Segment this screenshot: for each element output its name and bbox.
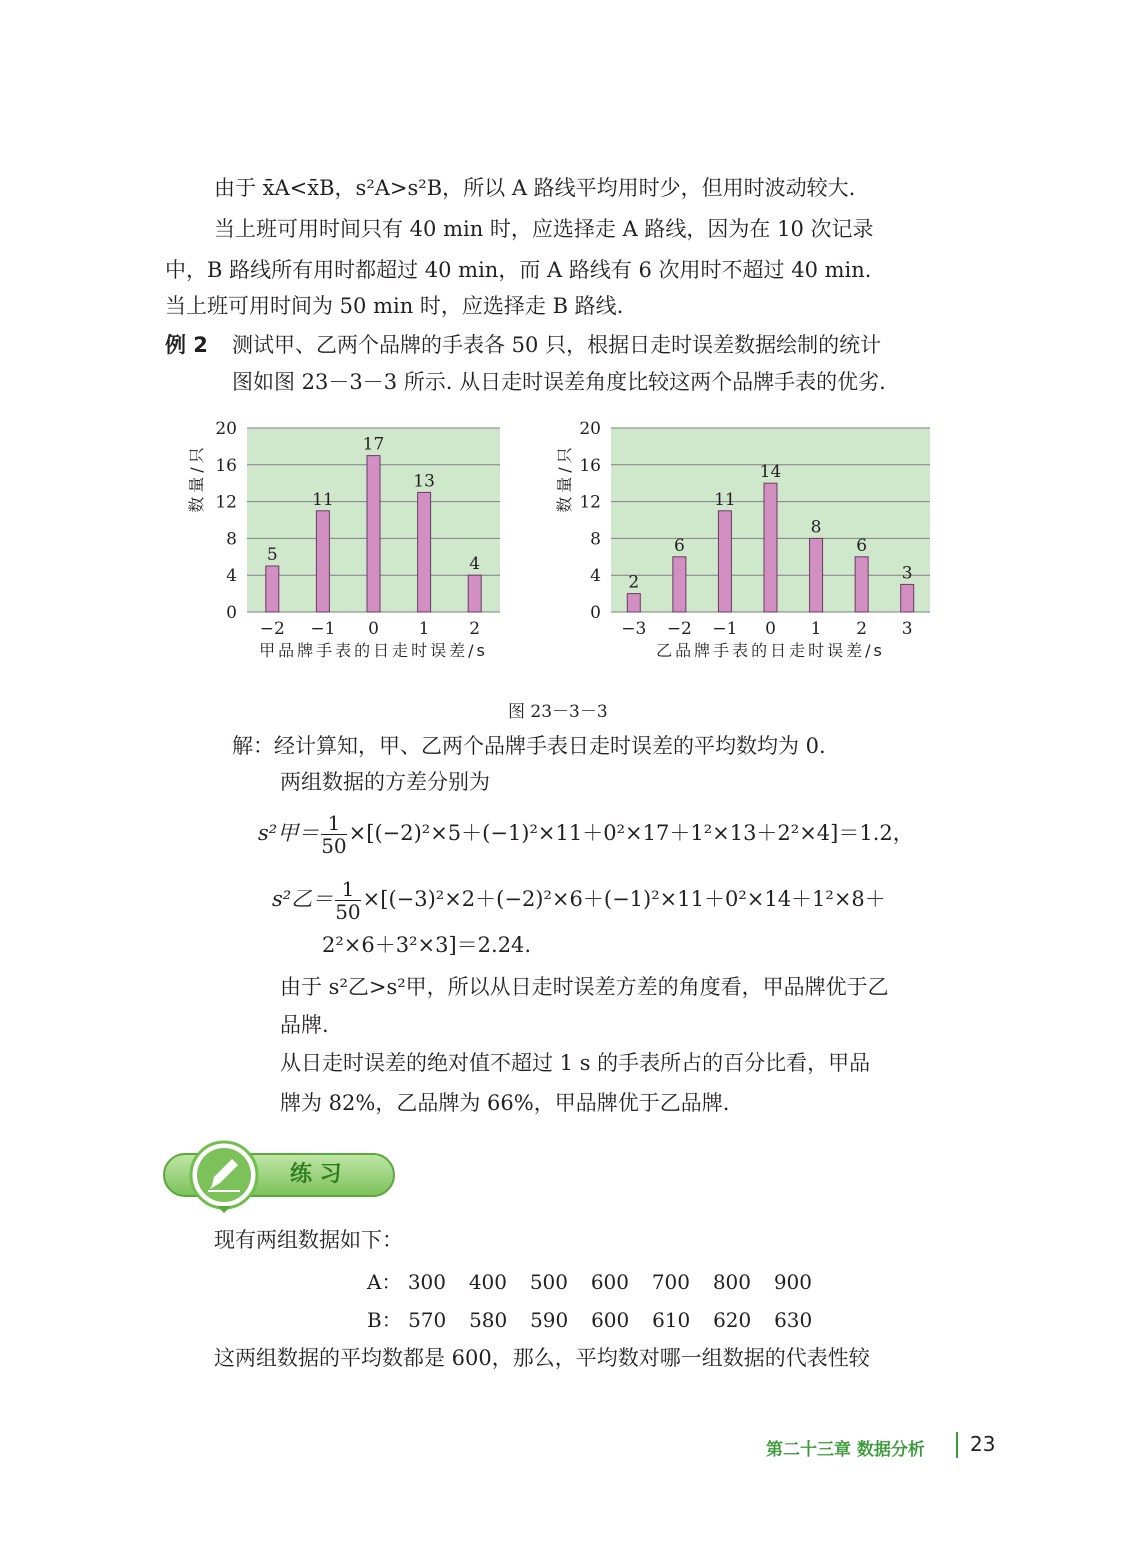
data-label: 6 [673,535,685,556]
bar [316,511,329,612]
fraction-numerator: 1 [321,812,346,835]
x-tick-label: 3 [901,619,913,639]
solution-variance-heading: 两组数据的方差分别为 [280,770,490,794]
data-row-b [367,1304,835,1333]
example-text-cont: 图如图 23－3－3 所示. 从日走时误差角度比较这两个品牌手表的优劣. [232,370,886,394]
paragraph-route-a: 当上班可用时间只有 40 min 时，应选择走 A 路线，因为在 10 次记录 [214,217,874,241]
fraction-denominator: 50 [321,834,347,858]
row-b-value: 600 [591,1308,630,1332]
row-label: A： [367,1270,402,1294]
row-a-value: 300 [407,1270,446,1294]
formula-rhs: ×[(−2)²×5＋(−1)²×11＋0²×17＋1²×13＋2²×4]＝1.2， [348,821,914,845]
paragraph-route-a-cont: 中，B 路线所有用时都超过 40 min，而 A 路线有 6 次用时不超过 40 min. [165,258,872,282]
row-b-value: 630 [774,1308,813,1332]
x-tick-label: 2 [856,619,868,639]
row-b-value: 610 [652,1308,691,1332]
data-label: 2 [628,572,640,593]
example-label: 例 2 [165,333,208,357]
data-label: 14 [759,462,782,483]
paragraph-route-b: 当上班可用时间为 50 min 时，应选择走 B 路线. [165,294,624,318]
example-text: 测试甲、乙两个品牌的手表各 50 只，根据日走时误差数据绘制的统计 [232,333,882,357]
row-b-value: 590 [530,1308,569,1332]
row-a-value: 600 [590,1270,629,1294]
x-axis-label: 甲品牌手表的日走时误差/s [259,641,488,660]
y-tick-label: 16 [579,455,601,476]
x-tick-label: 1 [418,619,430,639]
row-a-value: 800 [712,1270,751,1294]
fraction-denominator: 50 [335,900,361,924]
y-axis-label: 数量/只 [555,443,574,513]
y-tick-label: 16 [215,455,237,476]
x-tick-label: 1 [810,619,822,639]
formula-variance-yi-cont: 2²×6＋3²×3]＝2.24. [322,933,532,957]
conclusion-variance: 由于 s²乙>s²甲，所以从日走时误差方差的角度看，甲品牌优于乙 [280,975,889,999]
solution-intro: 解：经计算知，甲、乙两个品牌手表日走时误差的平均数均为 0. [232,734,826,758]
data-label: 11 [714,489,736,510]
data-label: 6 [856,535,868,556]
y-tick-label: 12 [579,492,601,513]
row-a-value: 900 [773,1270,812,1294]
data-label: 5 [266,545,278,565]
y-tick-label: 12 [215,492,237,513]
bar [718,511,731,612]
formula-lhs: s²甲＝ [258,821,320,845]
chart-brand-yi [548,412,948,672]
practice-banner [162,1140,398,1214]
x-tick-label: 0 [368,619,379,639]
conclusion-percentage-cont: 牌为 82%，乙品牌为 66%，甲品牌优于乙品牌. [280,1091,730,1115]
x-tick-label: −1 [310,619,336,639]
bar [673,557,686,612]
x-tick-label: −3 [621,619,647,639]
bar [418,492,431,612]
row-b-value: 580 [469,1308,508,1332]
y-tick-label: 8 [590,529,601,550]
x-tick-label: −2 [259,619,285,639]
y-tick-label: 0 [226,603,237,623]
data-label: 13 [413,471,435,492]
formula-lhs: s²乙＝ [272,887,334,911]
data-row-a [367,1266,835,1295]
x-tick-label: 0 [765,619,776,639]
bar [764,483,777,612]
y-tick-label: 4 [590,566,601,587]
row-a-value: 500 [529,1270,568,1294]
paragraph-mean-comparison: 由于 x̄A<x̄B，s²A>s²B，所以 A 路线平均用时少，但用时波动较大. [214,176,856,200]
row-label: B： [367,1308,402,1332]
row-b-value: 570 [408,1308,447,1332]
figure-caption: 图 23－3－3 [508,702,608,722]
bar [810,538,823,612]
x-tick-label: 2 [469,619,481,639]
chart-brand-jia [180,412,520,672]
formula-rhs: ×[(−3)²×2＋(−2)²×6＋(−1)²×11＋0²×14＋1²×8＋ [362,887,886,911]
bar [901,584,914,612]
bar [855,557,868,612]
bar [367,456,380,612]
row-a-value: 700 [651,1270,690,1294]
formula-variance-yi [272,878,886,923]
footer-divider [956,1432,958,1458]
x-axis-label: 乙品牌手表的日走时误差/s [656,641,885,660]
fraction [335,878,360,923]
y-tick-label: 20 [579,419,601,439]
fraction [321,812,346,857]
data-label: 17 [362,434,385,455]
y-tick-label: 4 [226,566,237,587]
practice-question: 这两组数据的平均数都是 600，那么，平均数对哪一组数据的代表性较 [214,1346,870,1370]
x-tick-label: −2 [666,619,692,639]
fraction-numerator: 1 [335,878,360,901]
data-label: 8 [810,517,822,538]
conclusion-variance-cont: 品牌. [280,1013,329,1037]
row-b-value: 620 [713,1308,752,1332]
practice-intro: 现有两组数据如下： [214,1228,403,1252]
data-label: 11 [312,489,334,510]
practice-banner-label: 练 习 [290,1162,342,1187]
y-axis-label: 数量/只 [187,443,206,513]
formula-variance-jia [258,812,914,857]
bar [627,594,640,612]
y-tick-label: 0 [590,603,601,623]
conclusion-percentage: 从日走时误差的绝对值不超过 1 s 的手表所占的百分比看，甲品 [280,1051,871,1075]
bar [468,575,481,612]
y-tick-label: 8 [226,529,237,550]
data-label: 3 [901,563,913,584]
data-label: 4 [469,554,481,575]
row-a-value: 400 [468,1270,507,1294]
bar [266,566,279,612]
y-tick-label: 20 [215,419,237,439]
footer-chapter: 第二十三章 数据分析 [766,1440,925,1460]
page-number: 23 [970,1432,996,1456]
x-tick-label: −1 [712,619,738,639]
